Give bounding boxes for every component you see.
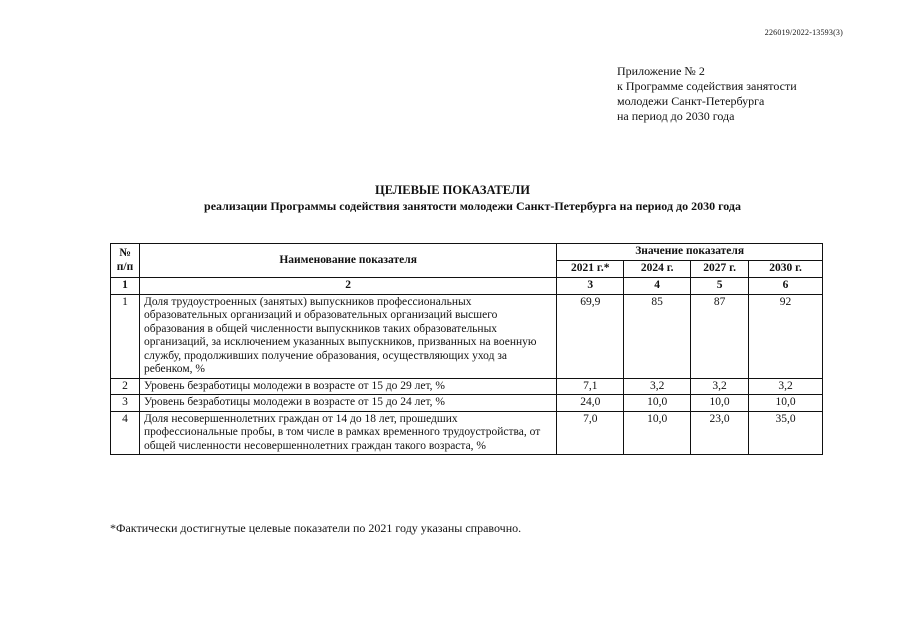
table-header-row [111,244,823,261]
column-number: 3 [557,278,624,295]
table-row [111,378,823,395]
header-value-group: Значение показателя [557,244,823,261]
document-number: 226019/2022-13593(3) [764,28,843,37]
header-name: Наименование показателя [139,244,556,278]
indicator-value: 3,2 [749,378,823,395]
indicator-value: 87 [691,294,749,378]
indicator-value: 7,1 [557,378,624,395]
document-title: ЦЕЛЕВЫЕ ПОКАЗАТЕЛИ [375,183,530,197]
indicator-value: 3,2 [691,378,749,395]
indicator-value: 35,0 [749,411,823,455]
header-year: 2027 г. [691,261,749,278]
appendix-block [617,64,797,124]
indicator-value: 92 [749,294,823,378]
indicator-value: 85 [624,294,691,378]
row-number: 2 [111,378,140,395]
header-num: № п/п [111,244,140,278]
column-number: 2 [139,278,556,295]
indicator-name: Доля несовершеннолетних граждан от 14 до 18 лет, прошедших профессиональные пробы, в том числе в рамках временного трудоустройства, от общей численности несовершеннолетних граждан такого возраста, % [139,411,556,455]
table-row [111,294,823,378]
indicator-value: 7,0 [557,411,624,455]
indicator-value: 23,0 [691,411,749,455]
indicator-value: 3,2 [624,378,691,395]
column-number: 5 [691,278,749,295]
row-number: 3 [111,395,140,412]
column-number: 4 [624,278,691,295]
indicator-value: 69,9 [557,294,624,378]
indicator-value: 10,0 [624,395,691,412]
indicator-value: 24,0 [557,395,624,412]
appendix-line: на период до 2030 года [617,109,735,123]
column-number: 1 [111,278,140,295]
footnote: *Фактически достигнутые целевые показатели по 2021 году указаны справочно. [110,521,522,535]
indicator-value: 10,0 [691,395,749,412]
header-year: 2030 г. [749,261,823,278]
table-row [111,395,823,412]
header-year: 2024 г. [624,261,691,278]
indicator-value: 10,0 [749,395,823,412]
indicator-name: Уровень безработицы молодежи в возрасте от 15 до 24 лет, % [139,395,556,412]
table-row [111,411,823,455]
appendix-line: Приложение № 2 [617,64,705,78]
header-year: 2021 г.* [557,261,624,278]
appendix-line: к Программе содействия занятости [617,79,797,93]
indicator-value: 10,0 [624,411,691,455]
indicator-name: Доля трудоустроенных (занятых) выпускников профессиональных образовательных организаций и образовательных организаций высшего образования в общей численности выпускников таких образовательных организаций, за исключением указанных выпускников, призванных на военную службу, продолживших получение образования, осуществляющих уход за ребенком, % [139,294,556,378]
column-number-row [111,278,823,295]
row-number: 4 [111,411,140,455]
column-number: 6 [749,278,823,295]
document-subtitle: реализации Программы содействия занятости молодежи Санкт-Петербурга на период до 2030 года [204,199,741,213]
indicators-table [110,243,823,455]
indicator-name: Уровень безработицы молодежи в возрасте от 15 до 29 лет, % [139,378,556,395]
row-number: 1 [111,294,140,378]
appendix-line: молодежи Санкт-Петербурга [617,94,765,108]
